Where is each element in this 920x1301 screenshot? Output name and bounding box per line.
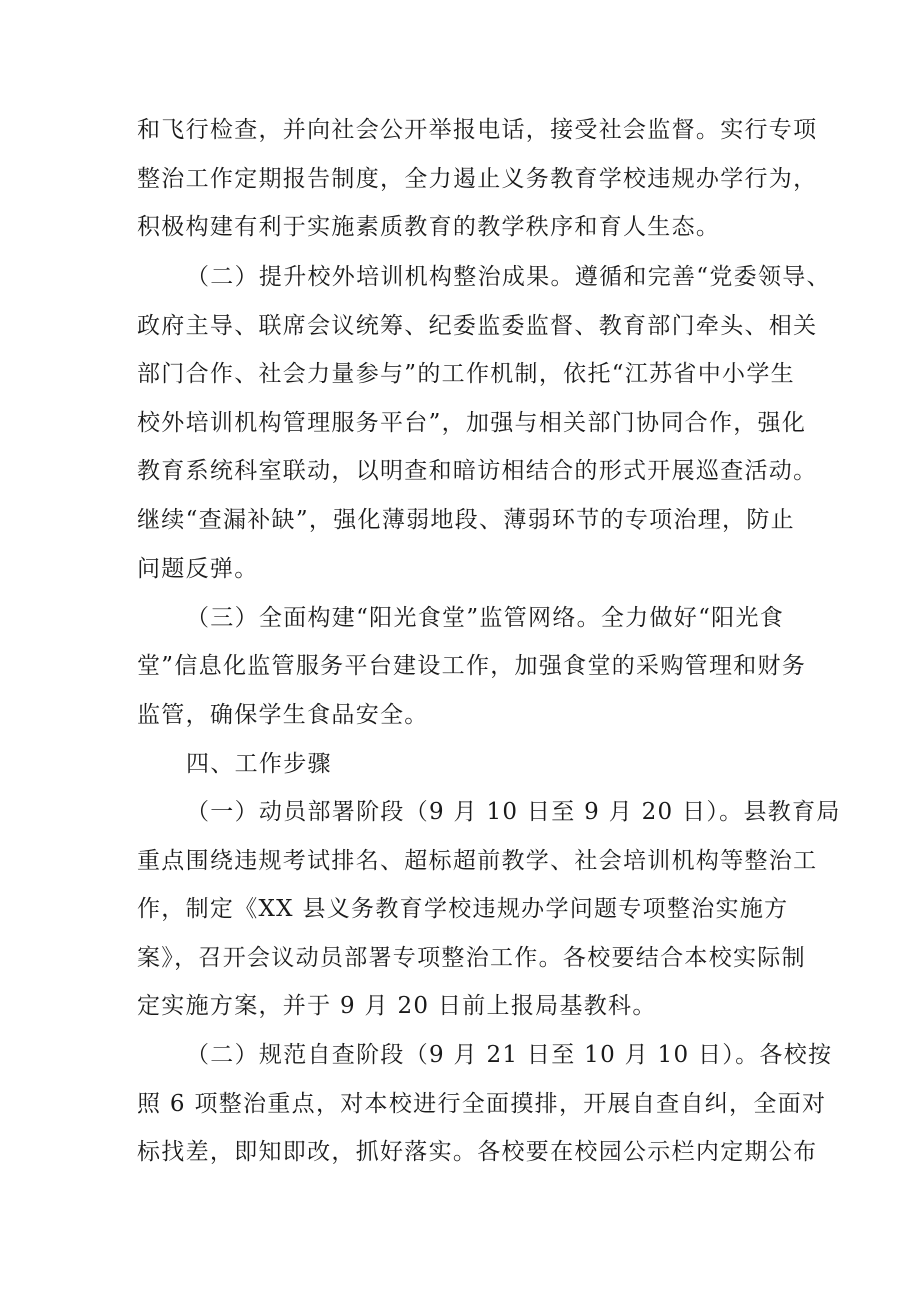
body-text-line: 作，制定《XX 县义务教育学校违规办学问题专项整治实施方 [137,896,789,922]
section-heading-line: （一）动员部署阶段（9 月 10 日至 9 月 20 日）。县教育局 [186,799,841,825]
body-text-line: 校外培训机构管理服务平台”，加强与相关部门协同合作，强化 [137,410,807,436]
body-text-line: 整治工作定期报告制度，全力遏止义务教育学校违规办学行为， [137,166,818,192]
body-text-line: 积极构建有利于实施素质教育的教学秩序和育人生态。 [137,214,721,240]
chapter-heading: 四、工作步骤 [186,751,332,777]
section-heading-line: （二）提升校外培训机构整治成果。遵循和完善“党委领导、 [186,264,831,290]
section-heading-line: （二）规范自查阶段（9 月 21 日至 10 月 10 日）。各校按 [186,1042,833,1068]
body-text-line: 案》，召开会议动员部署专项整治工作。各校要结合本校实际制 [137,945,806,971]
body-text-line: 堂”信息化监管服务平台建设工作，加强食堂的采购管理和财务 [137,653,807,679]
body-text-line: 和飞行检查，并向社会公开举报电话，接受社会监督。实行专项 [137,117,818,143]
section-heading-line: （三）全面构建“阳光食堂”监管网络。全力做好“阳光食 [186,605,785,631]
body-text-line: 重点围绕违规考试排名、超标超前教学、社会培训机构等整治工 [137,848,818,874]
body-text-line: 教育系统科室联动，以明查和暗访相结合的形式开展巡查活动。 [137,458,818,484]
body-text-line: 监管，确保学生食品安全。 [137,702,429,728]
body-text-line: 政府主导、联席会议统筹、纪委监委监督、教育部门牵头、相关 [137,313,818,339]
body-text-line: 继续“查漏补缺”，强化薄弱地段、薄弱环节的专项治理，防止 [137,507,795,533]
body-text-line: 标找差，即知即改，抓好落实。各校要在校园公示栏内定期公布 [137,1139,818,1165]
body-text-line: 部门合作、社会力量参与”的工作机制，依托“江苏省中小学生 [137,361,795,387]
body-text-line: 问题反弹。 [137,556,259,582]
body-text-line: 定实施方案，并于 9 月 20 日前上报局基教科。 [137,993,657,1019]
body-text-line: 照 6 项整治重点，对本校进行全面摸排，开展自查自纠，全面对 [137,1091,827,1117]
